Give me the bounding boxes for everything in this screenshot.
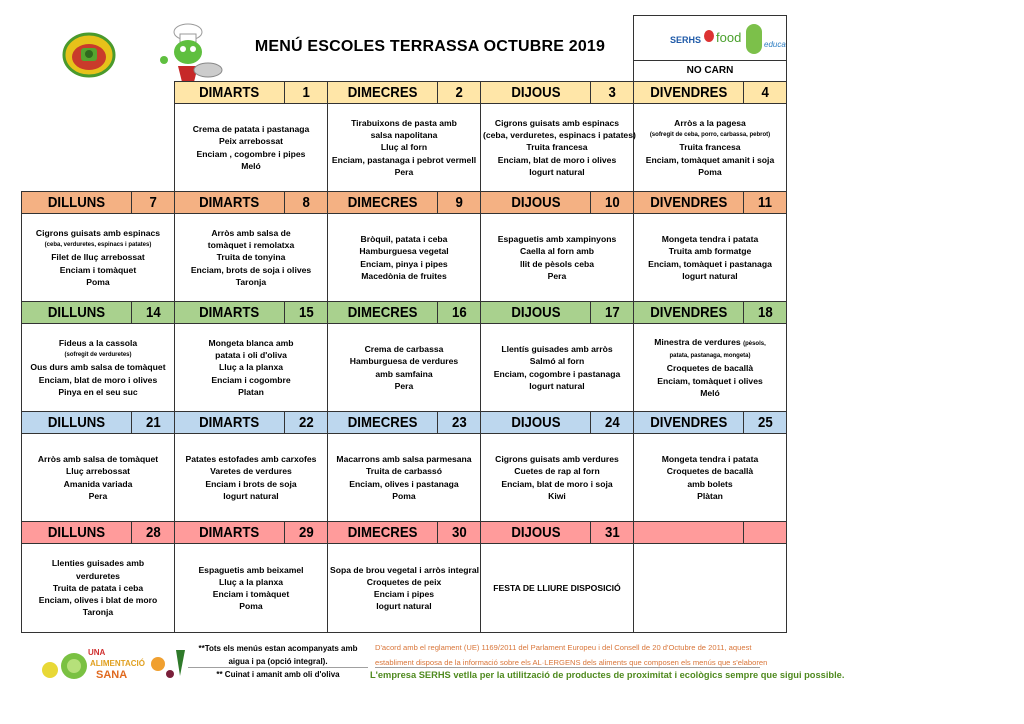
- day-name: DIMECRES: [347, 304, 418, 321]
- menu-dish: Varetes de verdures: [210, 466, 292, 477]
- day-menu-cell: [174, 103, 328, 192]
- menu-dish: Enciam i tomàquet: [59, 264, 137, 275]
- day-menu-cell: [480, 213, 634, 302]
- menu-dish: Macarrons amb salsa parmesana: [336, 454, 472, 465]
- menu-dish: Peix arrebossat: [218, 136, 283, 147]
- menu-dish: (sofregit de verduretes): [64, 352, 132, 359]
- menu-dish: (ceba, verduretes, espinacs i patates): [483, 130, 636, 141]
- day-number-header: [590, 81, 634, 104]
- menu-dish: Taronja: [235, 276, 267, 287]
- day-number: 28: [145, 524, 161, 541]
- day-name-header: [633, 411, 744, 434]
- day-name: DIJOUS: [510, 524, 561, 541]
- menu-dish: (ceba, verduretes, espinacs i patates): [44, 242, 152, 249]
- day-menu-cell: [480, 543, 634, 633]
- day-name: DIVENDRES: [649, 304, 728, 321]
- menu-dish: Poma: [86, 276, 110, 287]
- menu-dish: Iogurt natural: [529, 380, 585, 391]
- day-number-header: [590, 411, 634, 434]
- day-number: 18: [757, 304, 773, 321]
- menu-dish: Iogurt natural: [223, 490, 279, 501]
- day-name: DIMARTS: [199, 304, 260, 321]
- day-number: 10: [604, 194, 620, 211]
- svg-text:ALIMENTACIÓ: ALIMENTACIÓ: [90, 659, 145, 668]
- day-number: 16: [451, 304, 467, 321]
- day-menu-cell: [21, 323, 175, 412]
- menu-dish: Crema de patata i pastanaga: [192, 124, 310, 135]
- day-name-header: [174, 81, 285, 104]
- day-name: DIJOUS: [510, 304, 561, 321]
- menu-dish: [636, 336, 784, 350]
- day-number: 24: [604, 414, 620, 431]
- day-number: 30: [451, 524, 467, 541]
- day-number-header: [590, 301, 634, 324]
- day-number-header: [743, 411, 787, 434]
- menu-dish: amb samfaina: [375, 368, 433, 379]
- day-name: DIJOUS: [510, 194, 561, 211]
- day-menu-cell: [327, 433, 481, 522]
- menu-dish: Crema de carbassa: [364, 344, 444, 355]
- day-number: 2: [455, 84, 463, 101]
- day-menu-cell: [327, 103, 481, 192]
- day-name: DIMARTS: [199, 414, 260, 431]
- menu-dish: amb bolets: [687, 478, 733, 489]
- menu-dish: Hamburguesa de verdures: [349, 356, 459, 367]
- day-number: 1: [302, 84, 310, 101]
- day-name: DIMARTS: [199, 524, 260, 541]
- day-menu-cell: [633, 323, 787, 412]
- day-name: DIMARTS: [199, 194, 260, 211]
- menu-dish: Lluç a la planxa: [219, 576, 283, 587]
- food-logo: food: [716, 30, 742, 45]
- menu-dish: Mongeta tendra i patata: [661, 454, 759, 465]
- menu-dish: Cigrons guisats amb verdures: [495, 454, 619, 465]
- day-number-header: [284, 81, 328, 104]
- day-number: 14: [145, 304, 161, 321]
- day-number-header: [743, 191, 787, 214]
- menu-dish: Plàtan: [697, 490, 723, 501]
- menu-dish: Enciam i tomàquet: [212, 589, 290, 599]
- day-menu-cell: [174, 323, 328, 412]
- day-name: DIJOUS: [510, 84, 561, 101]
- menu-dish: Truita de patata i ceba: [52, 582, 144, 593]
- menu-dish: Enciam , cogombre i pipes: [196, 148, 306, 159]
- menu-dish: Llentís guisades amb arròs: [501, 344, 613, 355]
- day-menu-cell: [174, 543, 328, 633]
- day-name: DIVENDRES: [649, 194, 728, 211]
- day-name-header: [327, 81, 438, 104]
- svg-text:UNA: UNA: [88, 648, 106, 657]
- menu-dish: FESTA DE LLIURE DISPOSICIÓ: [493, 582, 621, 593]
- menu-dish: salsa napolitana: [370, 130, 438, 141]
- menu-dish: Tirabuixons de pasta amb: [351, 117, 457, 128]
- day-menu-cell: [480, 103, 634, 192]
- menu-dish: Enciam, blat de moro i olives: [497, 154, 617, 165]
- menu-dish: Croquetes de bacallà: [666, 363, 754, 374]
- menu-dish: Enciam, olives i pastanaga: [349, 478, 459, 489]
- day-number: 11: [758, 194, 772, 211]
- day-name: DIMARTS: [199, 84, 260, 101]
- day-number-header: [590, 191, 634, 214]
- day-name: DILLUNS: [47, 304, 106, 321]
- day-number: 15: [298, 304, 314, 321]
- day-name-header: [21, 191, 132, 214]
- menu-dish: Arròs amb salsa de tomàquet: [37, 454, 159, 465]
- menu-dish: Mongeta tendra i patata: [661, 234, 759, 245]
- day-name-header: [633, 81, 744, 104]
- day-number-header: [131, 411, 175, 434]
- menu-dish: Espaguetis amb xampinyons: [497, 234, 617, 245]
- day-number-header: [284, 301, 328, 324]
- menu-dish: Macedònia de fruites: [361, 270, 447, 281]
- menu-dish: Lluç arrebossat: [66, 466, 130, 477]
- day-name-header: [633, 301, 744, 324]
- day-number: 31: [604, 524, 620, 541]
- day-name: DIVENDRES: [649, 414, 728, 431]
- menu-dish: Pera: [547, 270, 567, 281]
- menu-dish: patata i oli d'oliva: [215, 350, 287, 361]
- day-name-header: [327, 301, 438, 324]
- day-number: 4: [761, 84, 769, 101]
- menu-dish: Pera: [394, 166, 414, 177]
- menu-dish: Arròs a la pagesa: [674, 117, 746, 128]
- day-name-header: [327, 411, 438, 434]
- menu-dish: Truita de carbassó: [366, 466, 442, 477]
- day-name-header: [21, 521, 132, 544]
- day-name: DIMECRES: [347, 84, 418, 101]
- menu-dish: llit de pèsols ceba: [519, 258, 595, 269]
- day-name: DILLUNS: [47, 414, 106, 431]
- menu-dish: Sopa de brou vegetal i arròs integral: [330, 564, 479, 575]
- day-number-header: [284, 191, 328, 214]
- day-name-header: [174, 301, 285, 324]
- menu-dish: Enciam i brots de soja: [205, 478, 297, 489]
- day-name-header: [21, 301, 132, 324]
- menu-dish: Enciam i cogombre: [211, 374, 291, 385]
- day-name: DIVENDRES: [649, 84, 728, 101]
- day-menu-cell: [633, 213, 787, 302]
- menu-dish: Hamburguesa vegetal: [359, 246, 449, 257]
- day-name-header: [21, 411, 132, 434]
- menu-dish: Iogurt natural: [529, 166, 585, 177]
- day-menu-cell: [633, 433, 787, 522]
- day-number-header: [743, 301, 787, 324]
- day-number-header: [590, 521, 634, 544]
- day-menu-cell: [21, 543, 175, 633]
- menu-dish: Croquetes de bacallà: [666, 466, 754, 477]
- menu-dish: Poma: [392, 490, 416, 501]
- day-name: DILLUNS: [47, 524, 106, 541]
- day-number: 17: [604, 304, 620, 321]
- menu-dish: Poma: [698, 166, 722, 177]
- day-name-header: [174, 411, 285, 434]
- alimentacio-sana-logo: [38, 642, 186, 684]
- day-number-header: [131, 521, 175, 544]
- day-number: 25: [757, 414, 773, 431]
- menu-dish: Pera: [88, 490, 108, 501]
- menu-dish: Poma: [239, 601, 263, 612]
- day-number-header: [437, 411, 481, 434]
- menu-dish: Enciam, cogombre i pastanaga: [493, 368, 621, 379]
- menu-dish: Cigrons guisats amb espinacs: [35, 227, 161, 238]
- footer-note-water-bread: **Tots els menús estan acompanyats amb aigua i pa (opció integral).: [198, 644, 358, 666]
- day-menu-cell: [21, 213, 175, 302]
- day-name-header: [480, 411, 591, 434]
- day-name-header: [174, 521, 285, 544]
- day-menu-cell: [480, 433, 634, 522]
- day-number: 3: [608, 84, 616, 101]
- menu-dish: Taronja: [82, 607, 114, 618]
- day-name-header: [480, 301, 591, 324]
- day-number: 23: [451, 414, 467, 431]
- menu-dish: Enciam, olives i blat de moro: [38, 595, 158, 606]
- menu-dish: Enciam, tomàquet i pastanaga: [648, 258, 772, 269]
- day-number-header: [284, 521, 328, 544]
- day-number-header: [284, 411, 328, 434]
- footer-divider: [375, 667, 760, 668]
- menu-dish: Platan: [238, 386, 264, 397]
- menu-dish: Mongeta blanca amb: [208, 337, 294, 348]
- menu-dish: Croquetes de peix: [366, 576, 442, 587]
- menu-dish-part: Minestra de verdures: [654, 336, 744, 347]
- day-name: DIMECRES: [347, 194, 418, 211]
- day-number: 9: [455, 194, 463, 211]
- menu-dish: Meló: [241, 160, 261, 171]
- menu-dish: Lluç al forn: [380, 142, 428, 153]
- day-name-header: [633, 521, 744, 544]
- menu-dish: Amanida variada: [63, 478, 133, 489]
- menu-dish: patata, pastanaga, mongeta): [669, 353, 751, 360]
- menu-dish-part: (pèsols,: [743, 340, 766, 347]
- menu-dish: Fideus a la cassola: [58, 337, 138, 348]
- menu-dish: Llenties guisades amb: [51, 558, 145, 569]
- day-menu-cell: [633, 543, 787, 633]
- menu-dish: verduretes: [76, 570, 120, 581]
- educa-logo: educa: [764, 40, 786, 49]
- day-menu-cell: [21, 433, 175, 522]
- menu-dish: Arròs amb salsa de: [211, 227, 291, 238]
- day-number: 29: [298, 524, 314, 541]
- day-name: DIMECRES: [347, 414, 418, 431]
- page-title: MENÚ ESCOLES TERRASSA OCTUBRE 2019: [254, 38, 606, 55]
- day-menu-cell: [174, 213, 328, 302]
- menu-type-label: NO CARN: [633, 60, 787, 82]
- menu-dish: Meló: [700, 387, 720, 398]
- menu-dish: Enciam, tomàquet amanit i soja: [645, 154, 775, 165]
- day-name-header: [327, 191, 438, 214]
- menu-dish: Enciam i pipes: [373, 589, 435, 599]
- day-number-header: [437, 301, 481, 324]
- footer-note-olive-oil: ** Cuinat i amanit amb oli d'oliva: [216, 670, 340, 679]
- menu-dish: Iogurt natural: [682, 270, 738, 281]
- footer-divider: [188, 667, 368, 668]
- day-name-header: [174, 191, 285, 214]
- day-number: 22: [298, 414, 314, 431]
- serhs-logo-mark: [704, 30, 714, 42]
- day-number-header: [743, 521, 787, 544]
- day-name: DILLUNS: [47, 194, 106, 211]
- menu-dish: Salmó al forn: [529, 356, 585, 367]
- menu-dish: Iogurt natural: [376, 601, 432, 612]
- day-number-header: [131, 191, 175, 214]
- menu-dish: Cuetes de rap al forn: [514, 466, 600, 477]
- day-number-header: [437, 191, 481, 214]
- menu-dish: Enciam, blat de moro i soja: [501, 478, 613, 489]
- menu-dish: Bròquil, patata i ceba: [360, 234, 448, 245]
- day-number-header: [437, 521, 481, 544]
- day-number: 21: [145, 414, 161, 431]
- day-name-header: [480, 81, 591, 104]
- day-menu-cell: [327, 213, 481, 302]
- day-menu-cell: [480, 323, 634, 412]
- menu-dish: Truita de tonyina: [216, 252, 286, 263]
- menu-dish: Enciam, pinya i pipes: [360, 258, 448, 269]
- menu-dish: Enciam, blat de moro i olives: [38, 374, 158, 385]
- menu-dish: Filet de lluç arrebossat: [51, 252, 145, 263]
- menu-dish: Pera: [394, 380, 414, 391]
- day-menu-cell: [633, 103, 787, 192]
- day-menu-cell: [327, 323, 481, 412]
- menu-dish: (sofregit de ceba, porro, carbassa, pebrot): [649, 132, 771, 139]
- educa-mascot: [746, 24, 762, 54]
- menu-dish: Ous durs amb salsa de tomàquet: [30, 362, 166, 373]
- menu-dish: Truita francesa: [526, 142, 588, 153]
- day-menu-cell: [174, 433, 328, 522]
- menu-dish: Enciam, tomàquet i olives: [657, 375, 763, 386]
- day-name-header: [327, 521, 438, 544]
- menu-dish: Espaguetis amb beixamel: [198, 564, 304, 575]
- day-number: 7: [149, 194, 157, 211]
- day-number-header: [437, 81, 481, 104]
- menu-dish: tomàquet i remolatxa: [207, 240, 295, 251]
- footer-serhs-statement: L'empresa SERHS vetlla per la utilització de productes de proximitat i ecològics sempre que sigui possible.: [370, 670, 845, 680]
- svg-text:SANA: SANA: [96, 669, 128, 681]
- alimentem-logo: [62, 32, 116, 78]
- menu-dish: Pinya en el seu suc: [58, 386, 138, 397]
- day-number: 8: [302, 194, 310, 211]
- menu-dish: Cigrons guisats amb espinacs: [494, 117, 620, 128]
- menu-dish: Patates estofades amb carxofes: [185, 454, 317, 465]
- day-name-header: [480, 521, 591, 544]
- menu-dish: Lluç a la planxa: [219, 362, 283, 373]
- day-name: DIMECRES: [347, 524, 418, 541]
- menu-dish: Truita francesa: [679, 142, 741, 153]
- footer-allergen-notice: D'acord amb el reglament (UE) 1169/2011 del Parlament Europeu i del Consell de 20 d'Octubre de 2011, aquest establiment disposa de la informació sobre els AL·LERGENS dels aliments que composen els menús que s'elaboren: [375, 643, 768, 667]
- serhs-logo: SERHS: [670, 35, 702, 45]
- menu-dish: Enciam, brots de soja i olives: [190, 264, 312, 275]
- day-menu-cell: [327, 543, 481, 633]
- menu-dish: Kiwi: [548, 490, 566, 501]
- day-number-header: [743, 81, 787, 104]
- menu-dish: Enciam, pastanaga i pebrot vermell: [331, 154, 477, 165]
- menu-dish: Truita amb formatge: [668, 246, 752, 257]
- day-number-header: [131, 301, 175, 324]
- day-name: DIJOUS: [510, 414, 561, 431]
- menu-dish: Caella al forn amb: [519, 246, 595, 257]
- day-name-header: [633, 191, 744, 214]
- day-name-header: [480, 191, 591, 214]
